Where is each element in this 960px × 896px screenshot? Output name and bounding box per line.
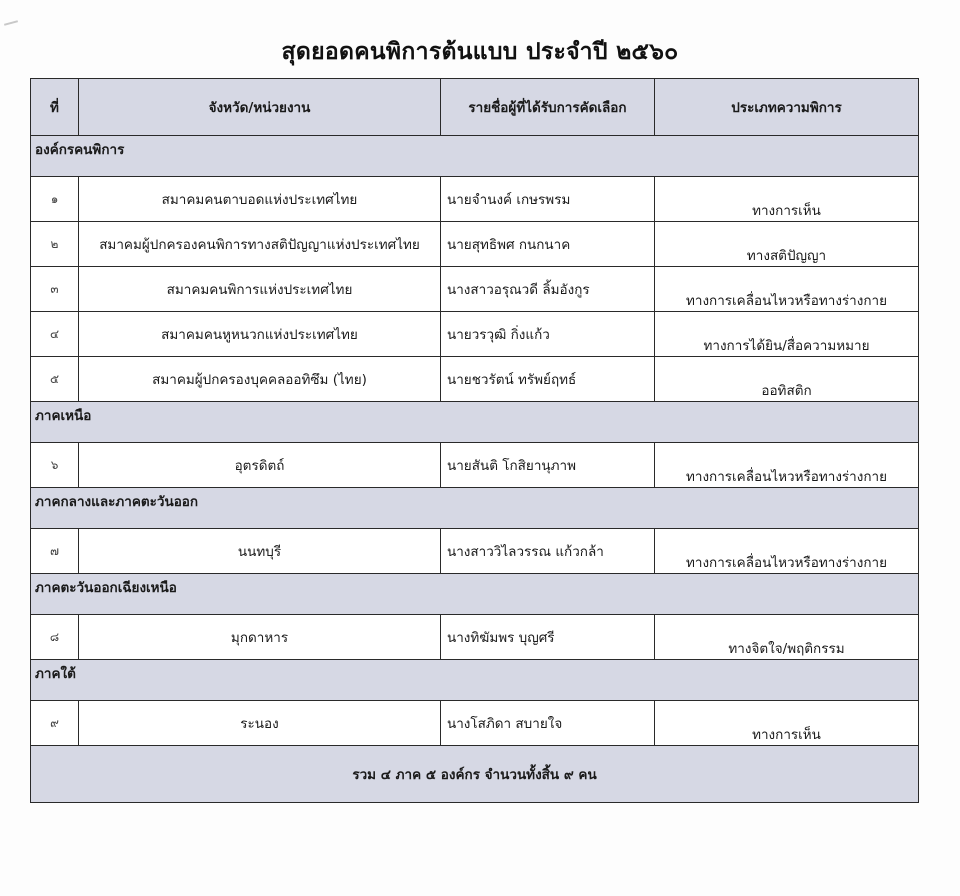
row-name: นายวรวุฒิ กิ่งแก้ว	[441, 312, 655, 357]
table-row	[31, 267, 919, 312]
row-disability-type: ทางการได้ยิน/สื่อความหมาย	[655, 312, 919, 357]
row-number: ๑	[31, 177, 79, 222]
row-unit: สมาคมคนตาบอดแห่งประเทศไทย	[79, 177, 441, 222]
awardee-table	[30, 78, 919, 803]
header-no: ที่	[31, 79, 79, 136]
row-unit: ระนอง	[79, 701, 441, 746]
row-disability-type: ออทิสติก	[655, 357, 919, 402]
row-name: นางสาวอรุณวดี ลิ้มอังกูร	[441, 267, 655, 312]
row-unit: สมาคมผู้ปกครองบุคคลออทิซึม (ไทย)	[79, 357, 441, 402]
table-row	[31, 529, 919, 574]
row-number: ๗	[31, 529, 79, 574]
table-body	[31, 136, 919, 746]
section-label: ภาคเหนือ	[31, 402, 919, 443]
section-row	[31, 402, 919, 443]
table-row	[31, 177, 919, 222]
row-unit: สมาคมคนพิการแห่งประเทศไทย	[79, 267, 441, 312]
row-disability-type: ทางการเคลื่อนไหวหรือทางร่างกาย	[655, 267, 919, 312]
table-row	[31, 443, 919, 488]
row-number: ๘	[31, 615, 79, 660]
header-unit: จังหวัด/หน่วยงาน	[79, 79, 441, 136]
row-unit: สมาคมผู้ปกครองคนพิการทางสติปัญญาแห่งประเทศไทย	[79, 222, 441, 267]
total-text: รวม ๔ ภาค ๕ องค์กร จำนวนทั้งสิ้น ๙ คน	[31, 746, 919, 803]
row-name: นายชวรัตน์ ทรัพย์ฤทธ์	[441, 357, 655, 402]
row-name: นายสันติ โกสิยานุภาพ	[441, 443, 655, 488]
row-disability-type: ทางการเห็น	[655, 701, 919, 746]
row-unit: อุตรดิตถ์	[79, 443, 441, 488]
scan-artifact	[4, 20, 18, 26]
header-name: รายชื่อผู้ที่ได้รับการคัดเลือก	[441, 79, 655, 136]
row-number: ๓	[31, 267, 79, 312]
section-label: ภาคตะวันออกเฉียงเหนือ	[31, 574, 919, 615]
row-number: ๙	[31, 701, 79, 746]
row-disability-type: ทางการเคลื่อนไหวหรือทางร่างกาย	[655, 443, 919, 488]
row-number: ๕	[31, 357, 79, 402]
row-number: ๖	[31, 443, 79, 488]
row-name: นางโสภิดา สบายใจ	[441, 701, 655, 746]
row-unit: มุกดาหาร	[79, 615, 441, 660]
section-label: ภาคกลางและภาคตะวันออก	[31, 488, 919, 529]
total-row	[31, 746, 919, 803]
table-row	[31, 357, 919, 402]
row-number: ๔	[31, 312, 79, 357]
section-label: ภาคใต้	[31, 660, 919, 701]
row-name: นายจำนงค์ เกษรพรม	[441, 177, 655, 222]
row-number: ๒	[31, 222, 79, 267]
section-row	[31, 660, 919, 701]
table-row	[31, 701, 919, 746]
table-row	[31, 312, 919, 357]
table-header-row	[31, 79, 919, 136]
document-title: สุดยอดคนพิการต้นแบบ ประจำปี ๒๕๖๐	[281, 39, 679, 65]
row-disability-type: ทางการเคลื่อนไหวหรือทางร่างกาย	[655, 529, 919, 574]
section-label: องค์กรคนพิการ	[31, 136, 919, 177]
row-name: นางสาววิไลวรรณ แก้วกล้า	[441, 529, 655, 574]
row-disability-type: ทางจิตใจ/พฤติกรรม	[655, 615, 919, 660]
section-row	[31, 574, 919, 615]
section-row	[31, 136, 919, 177]
row-unit: นนทบุรี	[79, 529, 441, 574]
table-row	[31, 222, 919, 267]
row-unit: สมาคมคนหูหนวกแห่งประเทศไทย	[79, 312, 441, 357]
row-disability-type: ทางสติปัญญา	[655, 222, 919, 267]
row-disability-type: ทางการเห็น	[655, 177, 919, 222]
row-name: นายสุทธิพศ กนกนาค	[441, 222, 655, 267]
header-type: ประเภทความพิการ	[655, 79, 919, 136]
row-name: นางทิฆัมพร บุญศรี	[441, 615, 655, 660]
section-row	[31, 488, 919, 529]
table-row	[31, 615, 919, 660]
